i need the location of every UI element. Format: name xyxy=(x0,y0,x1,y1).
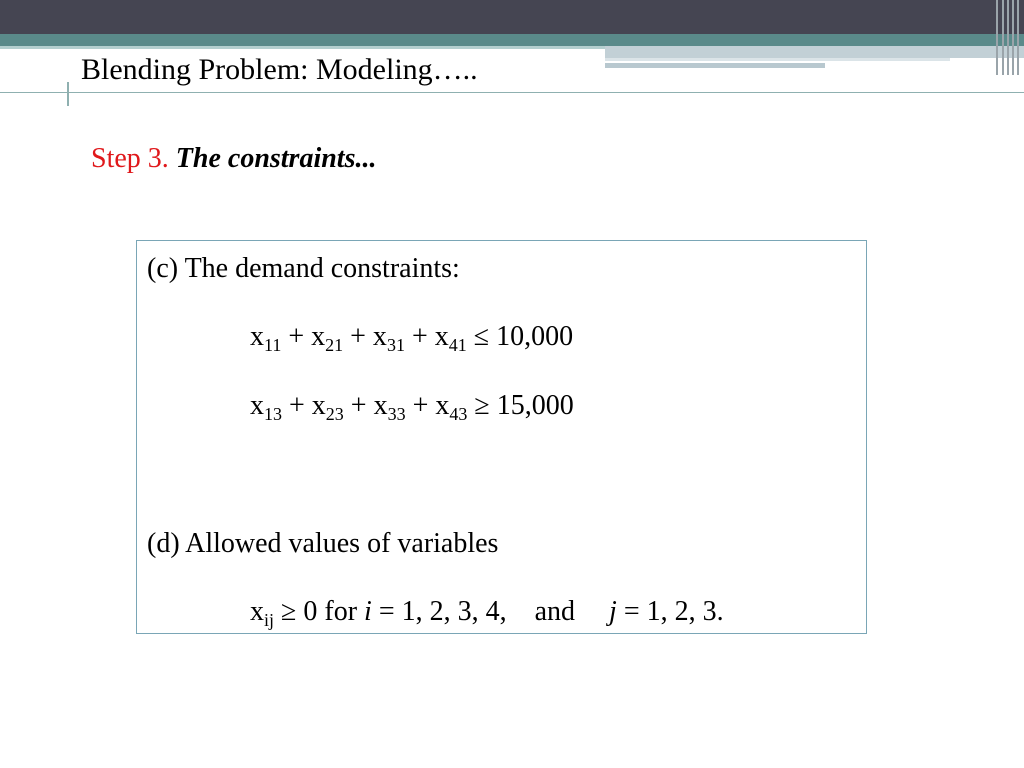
step-number: Step 3. xyxy=(91,143,169,174)
demand-constraint-1: $x_{11} + x_{21} + x_{31} + x_{41} \le 10,000$ xyxy=(250,321,574,355)
title-accent-tick xyxy=(67,82,69,106)
header-grey-thin-band xyxy=(605,58,950,61)
demand-constraint-2: $x_{13} + x_{23} + x_{33} + x_{43} \ge 15,000$ xyxy=(250,390,574,424)
title-underline xyxy=(0,92,1024,93)
header-grey-short-band xyxy=(605,63,825,68)
header-dark-band xyxy=(0,0,1024,34)
step-title: The constraints... xyxy=(175,143,377,174)
demand-heading: (c) The demand constraints: xyxy=(147,253,460,284)
step-heading xyxy=(91,142,376,176)
allowed-values-heading: (d) Allowed values of variables xyxy=(147,528,499,559)
slide-title: Blending Problem: Modeling….. xyxy=(81,53,478,86)
header-grey-band xyxy=(605,46,1024,58)
header-teal-thin-band xyxy=(0,46,605,49)
constraints-box xyxy=(136,240,867,634)
allowed-values-condition: $x_{ij} \ge 0$ for i = 1, 2, 3, 4, and j = 1, 2, 3. xyxy=(250,596,724,630)
header-teal-band xyxy=(0,34,1024,46)
header-stripes xyxy=(994,0,1024,75)
